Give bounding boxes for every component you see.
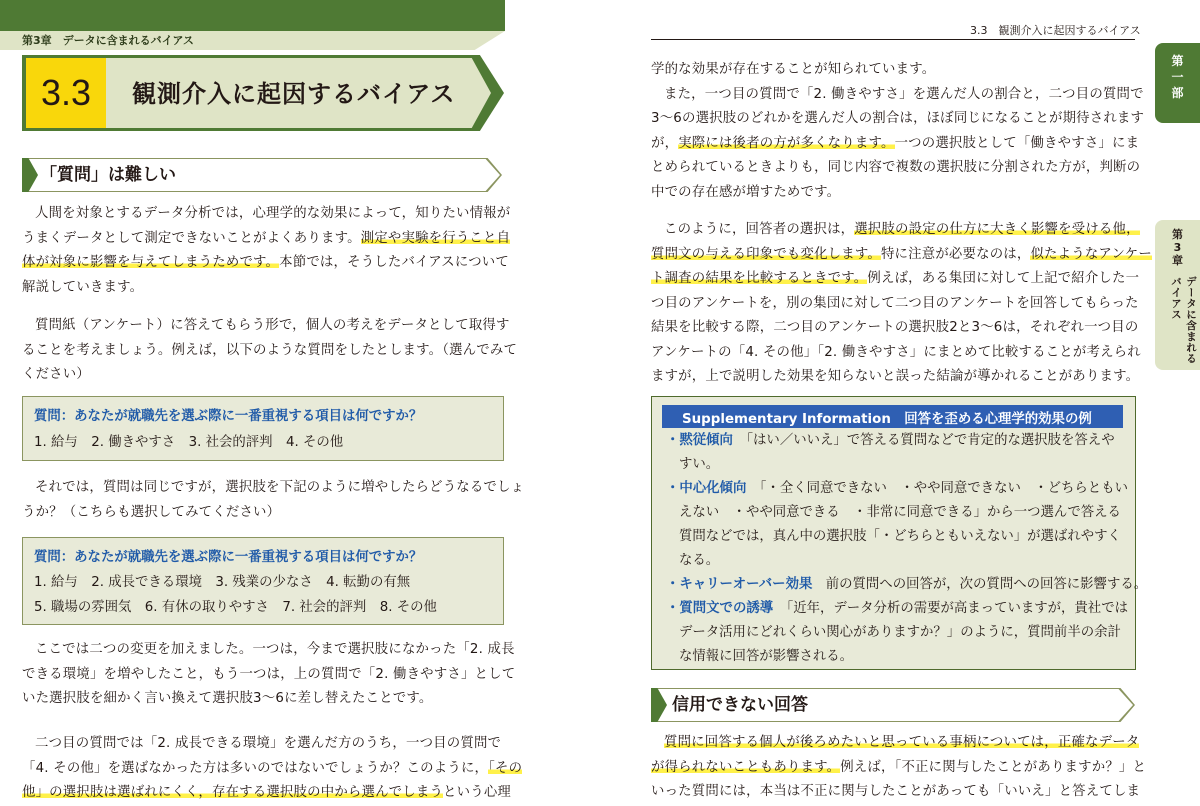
left-paragraph-3: それでは，質問は同じですが，選択肢を下記のように増やしたらどうなるでしょ うか？（こちらも選択してみてください） <box>22 480 525 520</box>
right-paragraph-2: このように，回答者の選択は，選択肢の設定の仕方に大きく影響を受ける他， 質問文の与える印象でも変化します。特に注意が必要なのは，似たようなアンケー ト調査の結果を比較するときです。例えば，ある集団に対して上記で紹介した一 つ目のアンケートを，別の集団に対して二つ目のアンケートを回答してもらった 結果を比較する際，二つ目のアンケートの選択肢2と3〜6は，それぞれ一つ目の アンケートの「4. その他」「2. 働きやすさ」にまとめて比較することが考えられ ますが，上で説明した効果を知らないと誤った結論が導かれることがあります。 <box>651 222 1152 384</box>
running-header: 3.3 観測介入に起因するバイアス <box>970 24 1141 37</box>
part-tab-text: 第 一 部 <box>1171 54 1184 100</box>
chapter-tab-text: データに含まれるバイアス <box>1170 276 1197 364</box>
question-box-2 <box>22 537 504 625</box>
supplementary-item-4: ・質問文での誘導 「近年，データ分析の需要が高まっていますが，貴社では データ活用にどれくらい関心がありますか？」のように，質問前半の余計 な情報に回答が影響される。 <box>666 601 1128 664</box>
chapter-tab[interactable] <box>1155 220 1200 370</box>
right-paragraph-3: 質問に回答する個人が後ろめたいと思っている事柄については，正確なデータ が得られないこともあります。例えば，「不正に関与したことがありますか？」と いった質問には，本当は不正に関与したことがあっても「いいえ」と答えてしま <box>651 735 1147 799</box>
question-options-1: 1. 給与 2. 働きやすさ 3. 社会的評判 4. その他 <box>34 435 344 450</box>
left-paragraph-1: 人間を対象とするデータ分析では，心理学的な効果によって，知りたい情報が うまくデータとして測定できないことがよくあります。測定や実験を行うこと自 体が対象に影響を与えてしまうためです。本節では，そうしたバイアスについて 解説していきます。 <box>22 206 511 295</box>
question-box-1 <box>22 396 504 461</box>
left-paragraph-5: 二つ目の質問では「2. 成長できる環境」を選んだ方のうち，一つ目の質問で 「4. その他」を選ばなかった方は多いのではないでしょうか？このように，「その 他」の選択肢は選ばれにくく，存在する選択肢の中から選んでしまうという心理 <box>22 736 523 800</box>
chapter-tab-head: 第 3 章 <box>1172 228 1183 267</box>
subheading-1: 「質問」は難しい <box>40 165 176 185</box>
part-tab[interactable] <box>1155 43 1200 123</box>
running-header-rule <box>651 39 1135 40</box>
chapter-banner <box>0 0 505 31</box>
section-number: 3.3 <box>40 72 92 113</box>
right-paragraph-1: 学的な効果が存在することが知られています。 また，一つ目の質問で「2. 働きやすさ」を選んだ人の割合と，二つ目の質問で 3〜6の選択肢のどれかを選んだ人の割合は，ほぼ同じになることが期待されます が，実際には後者の方が多くなります。一つの選択肢として「働きやすさ」にま とめられているときよりも，同じ内容で複数の選択肢に分割された方が，判断の 中での存在感が増すためです。 <box>651 62 1145 200</box>
subheading-2: 信用できない回答 <box>672 695 808 715</box>
question-options-2b: 5. 職場の雰囲気 6. 有休の取りやすさ 7. 社会的評判 8. その他 <box>34 600 437 615</box>
section-title: 観測介入に起因するバイアス <box>132 80 456 108</box>
chapter-header-text: 第3章 データに含まれるバイアス <box>22 34 194 47</box>
supplementary-item-3: ・キャリーオーバー効果 前の質問への回答が，次の質問への回答に影響する。 <box>666 577 1148 592</box>
left-paragraph-2: 質問紙（アンケート）に答えてもらう形で，個人の考えをデータとして取得す ることを考えましょう。例えば，以下のような質問をしたとします。（選んでみて ください） <box>22 318 518 382</box>
supplementary-box <box>651 396 1148 670</box>
question-title-2: 質問：あなたが就職先を選ぶ際に一番重視する項目は何ですか？ <box>34 550 423 565</box>
left-paragraph-4: ここでは二つの変更を加えました。一つは，今まで選択肢になかった「2. 成長 できる環境」を増やしたこと，もう一つは，上の質問で「2. 働きやすさ」として いた選択肢を細かく言い換えて選択肢3〜6に差し替えたことです。 <box>22 642 516 706</box>
question-options-2a: 1. 給与 2. 成長できる環境 3. 残業の少なさ 4. 転勤の有無 <box>34 575 411 590</box>
supplementary-item-1: ・黙従傾向 「はい／いいえ」で答える質問などで肯定的な選択肢を答えや すい。 <box>666 433 1115 472</box>
question-title-1: 質問：あなたが就職先を選ぶ際に一番重視する項目は何ですか？ <box>34 409 423 424</box>
supplementary-item-2: ・中心化傾向 「・全く同意できない ・やや同意できない ・どちらともい えない ・やや同意できる ・非常に同意できる」から一つ選んで答える 質問などでは，真ん中の選択肢「・どちらともいえない」が選ばれやすく なる。 <box>666 481 1128 568</box>
supplementary-header-text: Supplementary Information 回答を歪める心理学的効果の例 <box>682 412 1092 427</box>
